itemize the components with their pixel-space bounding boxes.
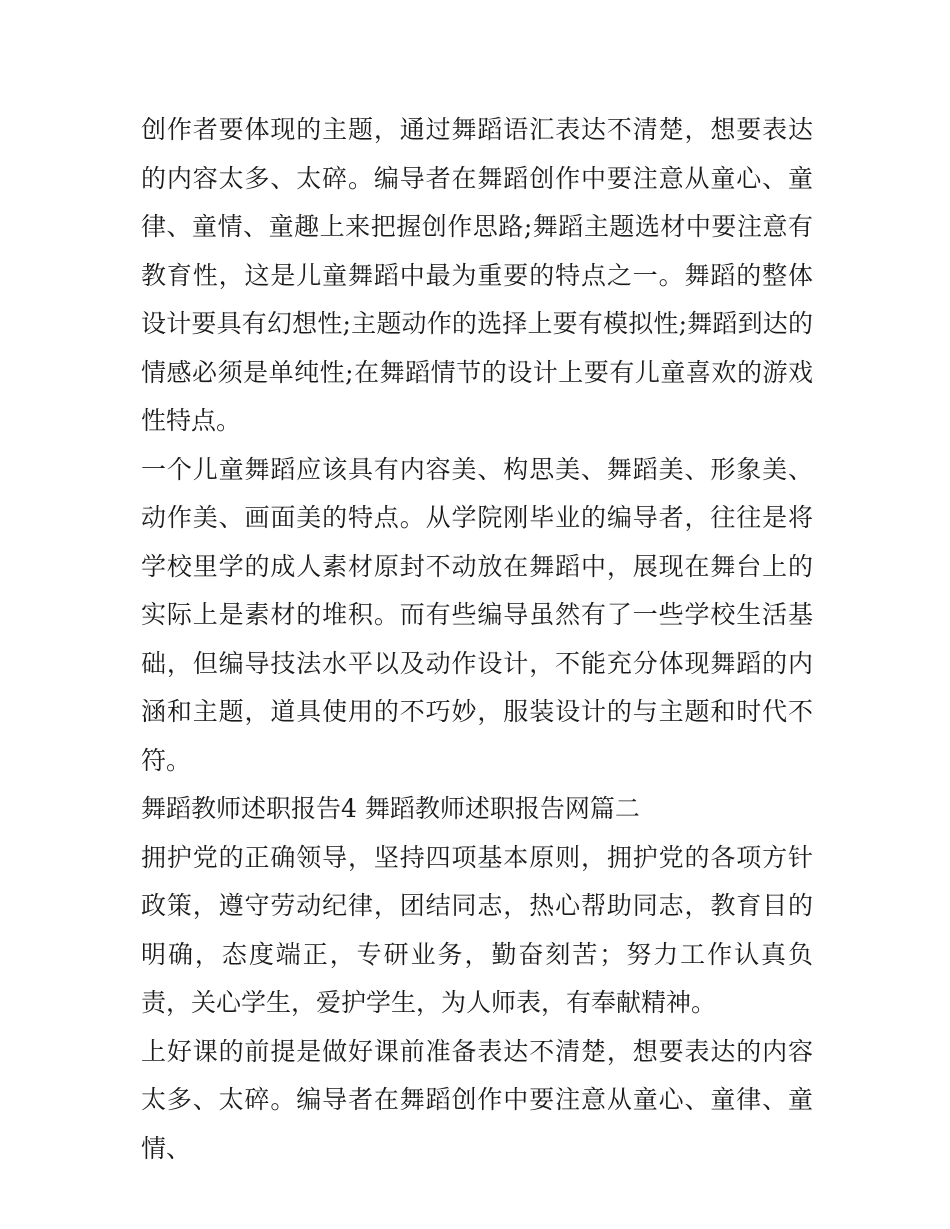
paragraph-lesson-preparation: 上好课的前提是做好课前准备表达不清楚，想要表达的内容太多、太碎。编导者在舞蹈创作中要注意从童心、童律、童情、 <box>141 1036 813 1163</box>
paragraph-dance-creation-theme: 创作者要体现的主题，通过舞蹈语汇表达不清楚，想要表达的内容太多、太碎。编导者在舞蹈创作中要注意从童心、童律、童情、童趣上来把握创作思路;舞蹈主题选材中要注意有教育性，这是儿童舞蹈中最为重要的特点之一。舞蹈的整体设计要具有幻想性;主题动作的选择上要有模拟性;舞蹈到达的情感必须是单纯性;在舞蹈情节的设计上要有儿童喜欢的游戏性特点。 <box>141 115 813 435</box>
document-body <box>141 106 813 1173</box>
paragraph-children-dance-beauty: 一个儿童舞蹈应该具有内容美、构思美、舞蹈美、形象美、动作美、画面美的特点。从学院刚毕业的编导者，往往是将学校里学的成人素材原封不动放在舞蹈中，展现在舞台上的实际上是素材的堆积。而有些编导虽然有了一些学校生活基础，但编导技法水平以及动作设计，不能充分体现舞蹈的内涵和主题，道具使用的不巧妙，服装设计的与主题和时代不符。 <box>141 454 813 775</box>
paragraph-political-attitude: 拥护党的正确领导，坚持四项基本原则，拥护党的各项方针政策，遵守劳动纪律，团结同志，热心帮助同志，教育目的明确，态度端正，专研业务，勤奋刻苦；努力工作认真负责，关心学生，爱护学生，为人师表，有奉献精神。 <box>141 842 813 1017</box>
section-heading: 舞蹈教师述职报告4 舞蹈教师述职报告网篇二 <box>141 794 640 823</box>
